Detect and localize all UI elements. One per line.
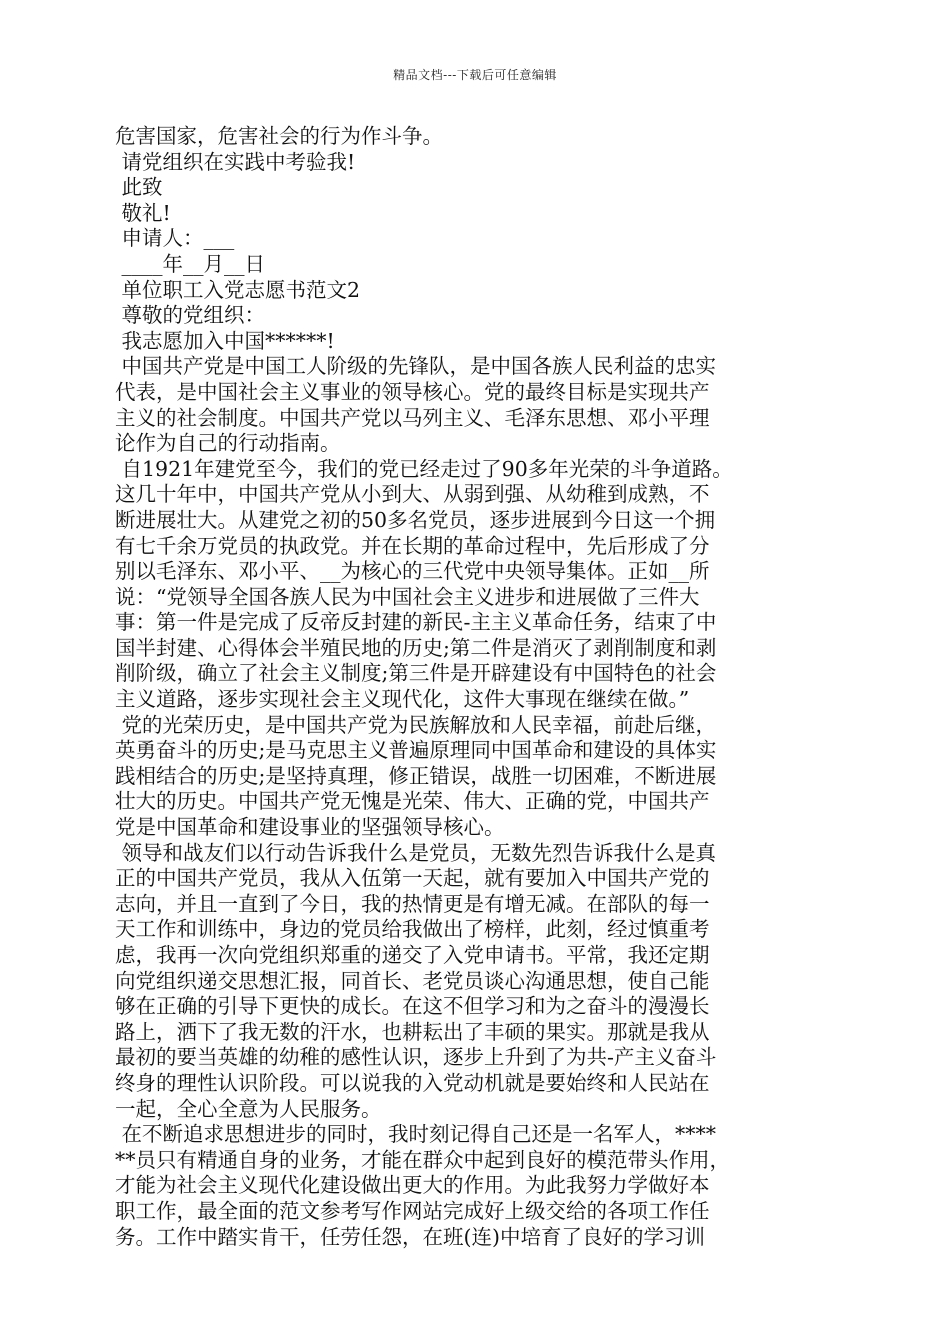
text-line: 这几十年中，中国共产党从小到大、从弱到强、从幼稚到成熟，不 [115,482,710,507]
text-line: 终身的理性认识阶段。可以说我的入党动机就是要始终和人民站在 [115,1070,710,1095]
text-line: 别以毛泽东、邓小平、__为核心的三代党中央领导集体。正如__所 [115,559,710,584]
text-line: 危害国家，危害社会的行为作斗争。 [115,124,443,148]
text-line: 才能为社会主义现代化建设做出更大的作用。为此我努力学做好本 [115,1173,710,1198]
text-line: 最初的要当英雄的幼稚的感性认识，逐步上升到了为共-产主义奋斗 [115,1045,717,1070]
text-line: 我志愿加入中国******! [115,328,335,353]
text-line: 天工作和训练中，身边的党员给我做出了榜样，此刻，经过慎重考 [115,917,710,942]
text-line: 请党组织在实践中考验我! [115,149,356,174]
text-line: 党是中国革命和建设事业的坚强领导核心。 [115,815,505,840]
text-line: 路上，洒下了我无数的汗水，也耕耘出了丰硕的果实。那就是我从 [115,1019,710,1044]
text-line: 虑，我再一次向党组织郑重的递交了入党申请书。平常，我还定期 [115,943,710,967]
text-line: **员只有精通自身的业务，才能在群众中起到良好的模范带头作用， [115,1147,730,1172]
text-line: 中国共产党是中国工人阶级的先锋队，是中国各族人民利益的忠实 [115,354,717,379]
section-title: 单位职工入党志愿书范文2 [115,277,361,302]
text-line: 有七千余万党员的执政党。并在长期的革命过程中，先后形成了分 [115,533,710,558]
text-line: ____年__月__日 [115,251,266,276]
text-line: 断进展壮大。从建党之初的50多名党员，逐步进展到今日这一个拥 [115,507,716,532]
text-line: 削阶级，确立了社会主义制度;第三件是开辟建设有中国特色的社会 [115,661,717,686]
text-line: 英勇奋斗的历史;是马克思主义普遍原理同中国革命和建设的具体实 [115,738,717,763]
text-line: 职工作，最全面的范文参考写作网站完成好上级交给的各项工作任 [115,1198,710,1223]
text-line: 一起，全心全意为人民服务。 [115,1096,382,1121]
document-body [115,124,830,1250]
text-line: 主义的社会制度。中国共产党以马列主义、毛泽东思想、邓小平理 [115,405,710,430]
text-line: 向党组织递交思想汇报，同首长、老党员谈心沟通思想，使自己能 [115,968,710,993]
text-line: 志向，并且一直到了今日，我的热情更是有增无减。在部队的每一 [115,891,710,916]
text-line: 国半封建、心得体会半殖民地的历史;第二件是消灭了剥削制度和剥 [115,635,717,660]
text-line: 尊敬的党组织： [115,303,266,328]
text-line: 主义道路，逐步实现社会主义现代化，这件大事现在继续在做。” [115,687,690,712]
page-header: 精品文档---下载后可任意编辑 [393,68,557,82]
text-line: 申请人：___ [115,226,235,251]
text-line: 说：“党领导全国各族人民为中国社会主义进步和进展做了三件大 [115,584,700,609]
text-line: 领导和战友们以行动告诉我什么是党员，无数先烈告诉我什么是真 [115,840,717,865]
text-line: 事：第一件是完成了反帝反封建的新民-主主义革命任务，结束了中 [115,610,717,635]
text-line: 壮大的历史。中国共产党无愧是光荣、伟大、正确的党，中国共产 [115,789,710,814]
text-line: 党的光荣历史，是中国共产党为民族解放和人民幸福，前赴后继， [115,712,717,737]
text-line: 践相结合的历史;是坚持真理，修正错误，战胜一切困难，不断进展 [115,763,717,788]
text-line: 够在正确的引导下更快的成长。在这不但学习和为之奋斗的漫漫长 [115,994,710,1019]
text-line: 在不断追求思想进步的同时，我时刻记得自己还是一名军人，**** [115,1122,717,1147]
text-line: 务。工作中踏实肯干，任劳任怨，在班(连)中培育了良好的学习训 [115,1224,705,1249]
text-line: 此致 [115,175,163,200]
text-line: 正的中国共产党员，我从入伍第一天起，就有要加入中国共产党的 [115,866,710,891]
text-line: 自1921年建党至今，我们的党已经走过了90多年光荣的斗争道路。 [115,456,733,481]
text-line: 代表，是中国社会主义事业的领导核心。党的最终目标是实现共产 [115,379,710,404]
text-line: 论作为自己的行动指南。 [115,431,341,456]
text-line: 敬礼! [115,200,171,225]
